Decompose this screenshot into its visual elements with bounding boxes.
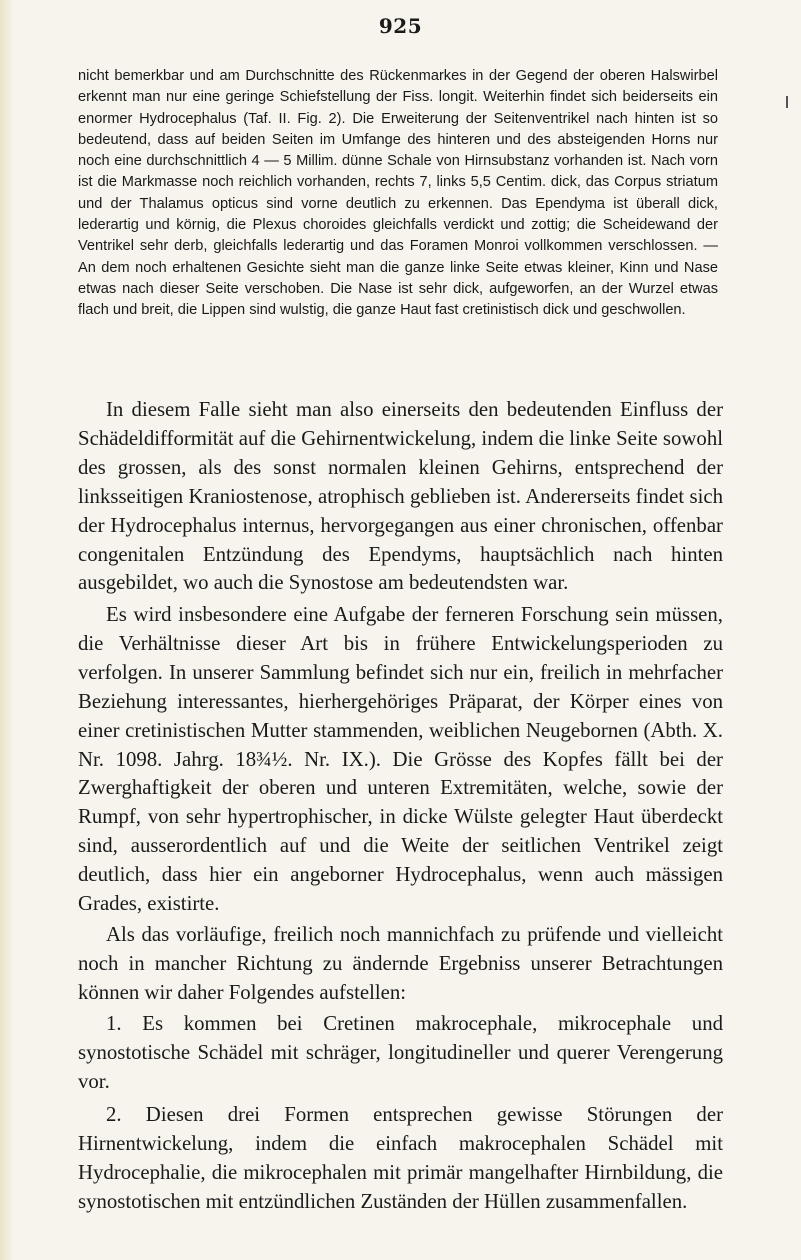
paragraph-2: Es wird insbesondere eine Aufgabe der ferneren Forschung sein müssen, die Verhältnisse dieser Art bis in frühere Entwickelungsperioden zu verfolgen. In unserer Sammlung befindet sich nur ein, freilich in mehrfacher Beziehung interessantes, hierhergehöriges Präparat, der Körper eines von einer cretinistischen Mutter stammenden, weiblichen Neugebornen (Abth. X. Nr. 1098. Jahrg. 18¾½. Nr. IX.). Die Grösse des Kopfes fällt bei der Zwerghaftigkeit der oberen und unteren Extremitäten, welche, sowie der Rumpf, von sehr hypertrophischer, in dicke Wülste gelegter Haut überdeckt sind, ausserordentlich auf und die Weite der seitlichen Ventrikel zeigt deutlich, dass hier ein angeborner Hydrocephalus, wenn auch mässigen Grades, existirte. xyxy=(78,603,723,916)
footnote-continuation: nicht bemerkbar und am Durchschnitte des Rückenmarkes in der Gegend der oberen Halswirbel erkennt man nur eine geringe Schiefstellung der Fiss. longit. Weiterhin findet sich beiderseits ein enormer Hydrocephalus (Taf. II. Fig. 2). Die Erweiterung der Seitenventrikel nach hinten ist so bedeutend, dass auf beiden Seiten im Umfange des hinteren und des absteigenden Horns nur noch eine durchschnittlich 4 — 5 Millim. dünne Schale von Hirnsubstanz vorhanden ist. Nach vorn ist die Markmasse noch reichlich vorhanden, rechts 7, links 5,5 Centim. dick, das Corpus striatum und der Thalamus opticus sind vorne deutlich zu erkennen. Das Ependyma ist überall dick, lederartig und körnig, die Plexus choroides gleichfalls verdickt und zottig; die Scheidewand der Ventrikel sehr derb, gleichfalls lederartig und das Foramen Monroi vollkommen verschlossen. — An dem noch erhaltenen Gesichte sieht man die ganze linke Seite etwas kleiner, Kinn und Nase etwas nach dieser Seite verschoben. Die Nase ist sehr dick, aufgeworfen, an der Wurzel etwas flach und breit, die Lippen sind wulstig, die ganze Haut fast cretinistisch dick und geschwollen. xyxy=(78,68,718,319)
list-item-2: 2. Diesen drei Formen entsprechen gewisse Störungen der Hirnentwickelung, indem die einfach makrocephalen Schädel mit Hydrocephalie, die mikrocephalen mit primär mangelhafter Hirnbildung, die synostotischen mit entzündlichen Zuständen der Hüllen zusammenfallen. xyxy=(78,1103,723,1213)
page-edge-shadow xyxy=(0,0,14,1260)
page-number: 925 xyxy=(378,14,423,38)
paragraph-1: In diesem Falle sieht man also einerseits den bedeutenden Einfluss der Schädeldifformität auf die Gehirnentwickelung, indem die linke Seite sowohl des grossen, als des sonst normalen kleinen Gehirns, entsprechend der linksseitigen Kraniostenose, atrophisch geblieben ist. Andererseits findet sich der Hydrocephalus internus, hervorgegangen aus einer chronischen, offenbar congenitalen Entzündung des Ependyms, hauptsächlich nach hinten ausgebildet, wo auch die Synostose am bedeutendsten war. xyxy=(78,398,723,595)
margin-mark xyxy=(786,96,788,108)
list-item-1: 1. Es kommen bei Cretinen makrocephale, mikrocephale und synostotische Schädel mit schräger, longitudineller und querer Verengerung vor. xyxy=(78,1012,723,1093)
paragraph-3: Als das vorläufige, freilich noch mannichfach zu prüfende und vielleicht noch in mancher Richtung zu ändernde Ergebniss unserer Betrachtungen können wir daher Folgendes aufstellen: xyxy=(78,923,723,1004)
